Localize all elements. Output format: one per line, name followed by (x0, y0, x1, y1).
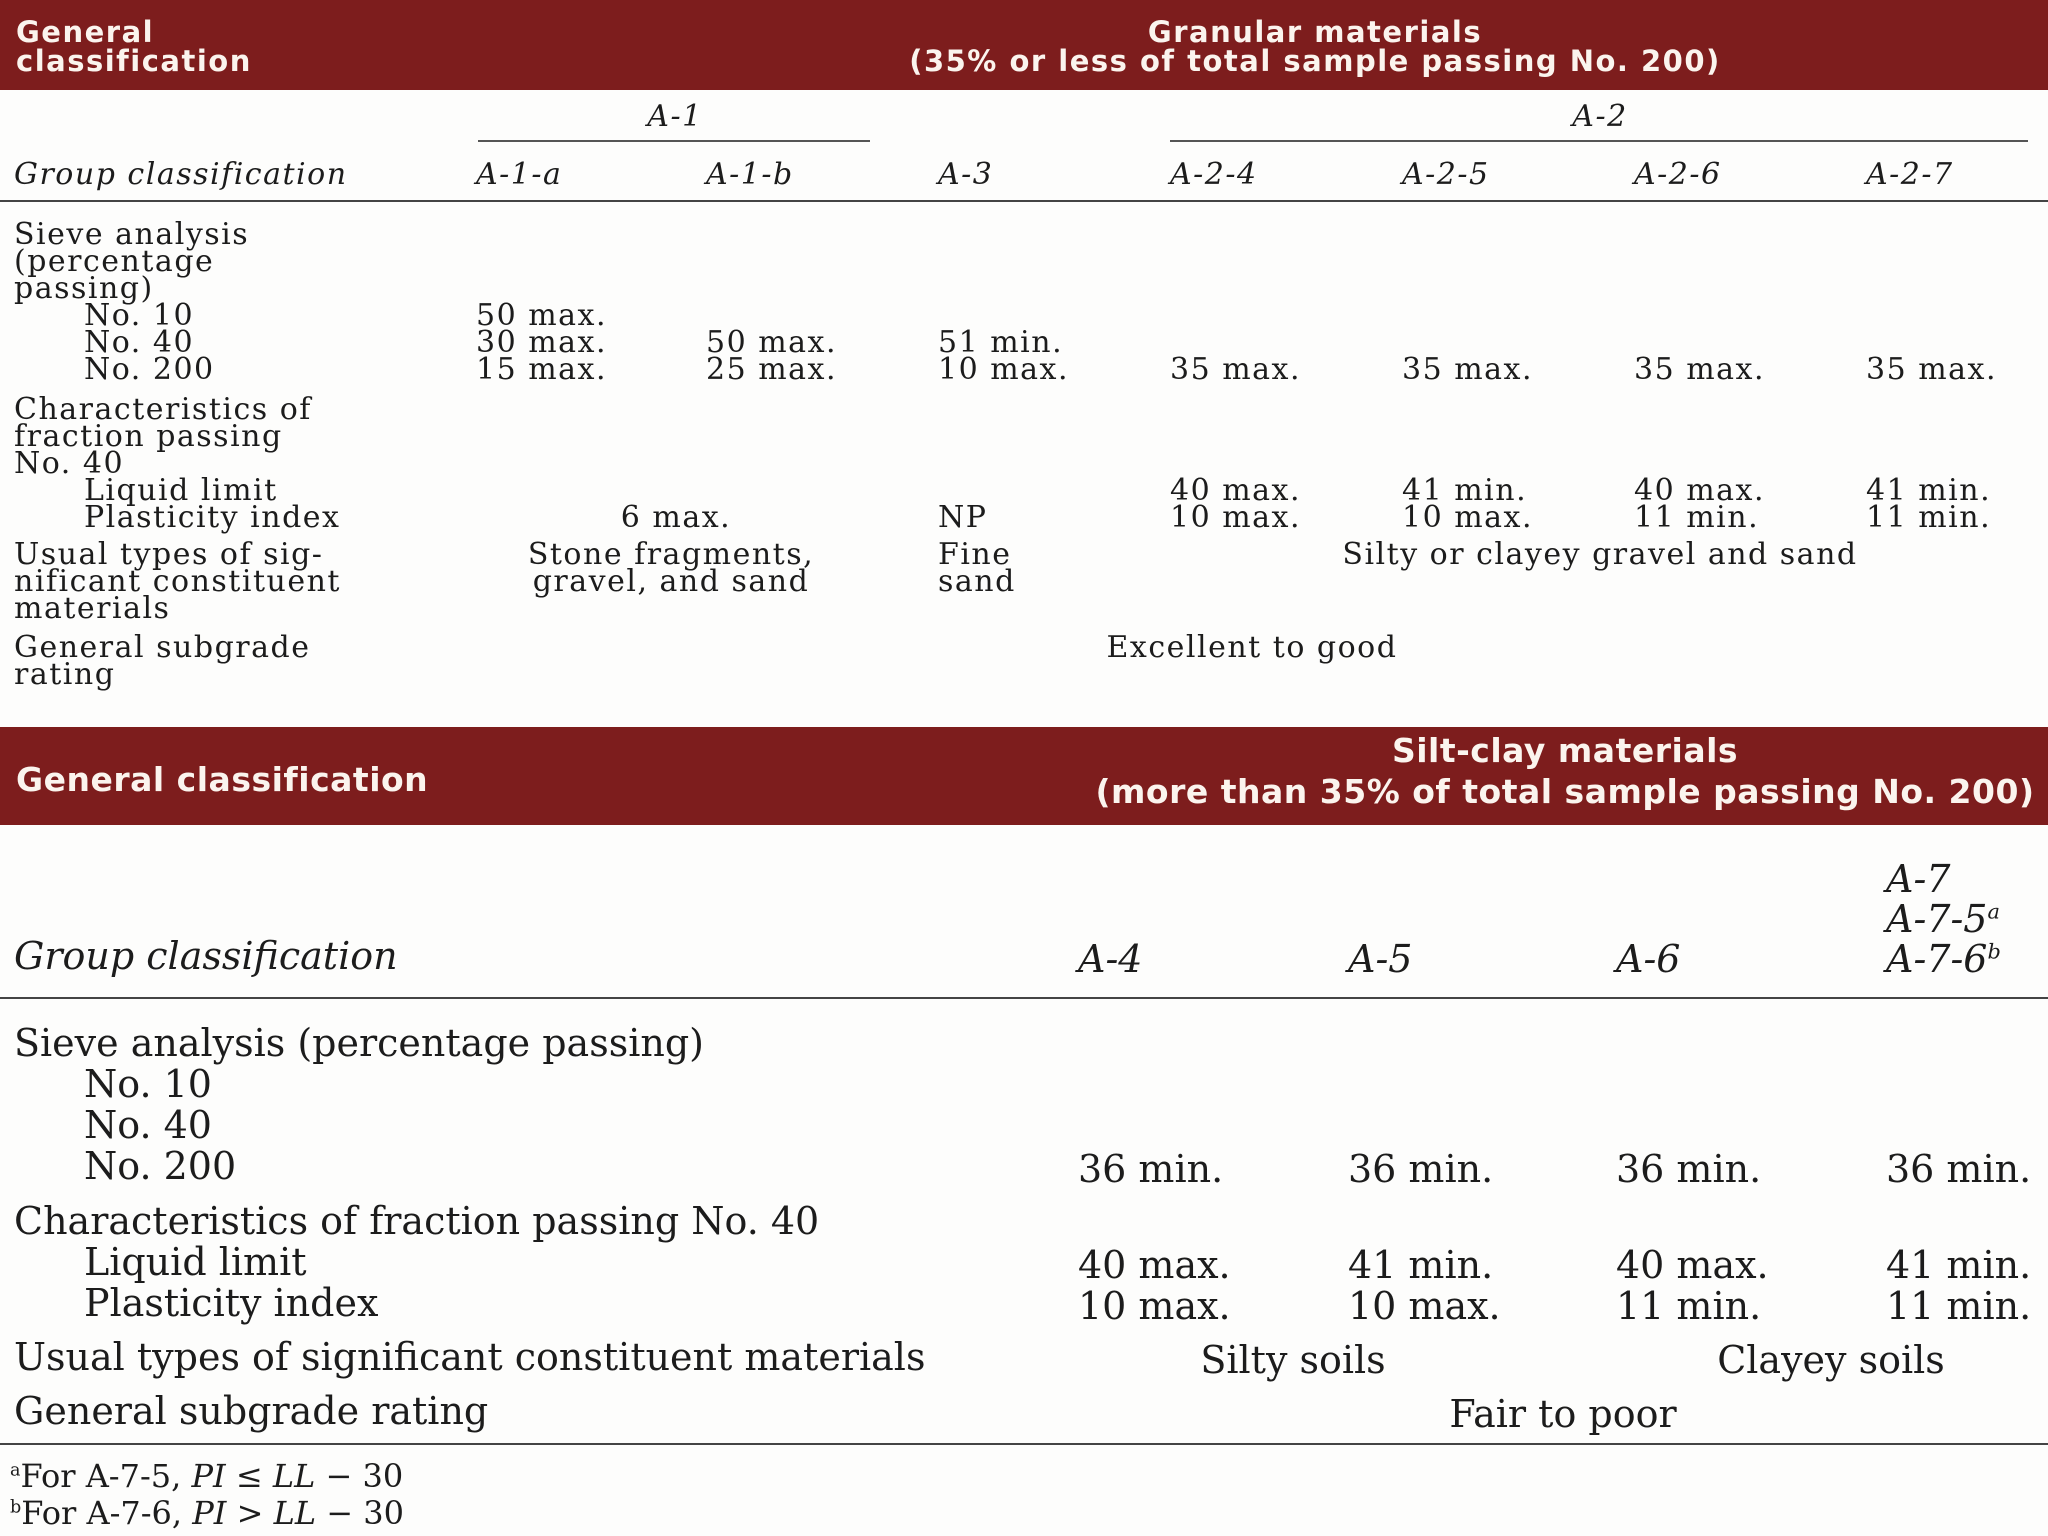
cell-value: 15 max. (476, 352, 607, 387)
footnote-text: − 30 (315, 1457, 404, 1495)
cell-value: 40 max. (1078, 1243, 1231, 1287)
footnote-relation: > (226, 1494, 274, 1532)
row-label: General subgrade (14, 630, 311, 665)
group-a1-rule (478, 140, 870, 142)
group-code: A-1-b (706, 157, 794, 192)
group-code: A-2-5 (1402, 157, 1490, 192)
group-code: A-2-6 (1634, 157, 1722, 192)
footnote-symbol: PI (191, 1457, 226, 1495)
heading-line: Granular materials (1147, 15, 1483, 49)
group-code-text: A-7-6 (1886, 937, 1988, 981)
cell-value: 36 min. (1078, 1147, 1224, 1191)
heading-line: (35% or less of total sample passing No. 200) (909, 44, 1721, 78)
cell-value: gravel, and sand (532, 564, 810, 599)
footnote-symbol: PI (192, 1494, 227, 1532)
footnote-mark: a (10, 1460, 21, 1481)
cell-value: sand (938, 564, 1016, 599)
footnote-mark: b (1987, 939, 2001, 964)
footnote-text: For A-7-6, (21, 1494, 193, 1532)
cell-value: 10 max. (1078, 1284, 1231, 1328)
row-sublabel: No. 200 (84, 352, 215, 387)
cell-value: 35 max. (1866, 352, 1997, 387)
cell-value: 30 max. (476, 325, 607, 360)
row-label: nificant constituent (14, 564, 341, 599)
row-sublabel: Liquid limit (84, 1240, 307, 1284)
group-a2-rule (1170, 140, 2028, 142)
group-a1-label: A-1 (647, 99, 703, 134)
cell-value: 36 min. (1886, 1147, 2032, 1191)
cell-value: Silty or clayey gravel and sand (1342, 537, 1858, 572)
row-label: rating (14, 657, 116, 692)
row-sublabel: Plasticity index (84, 500, 341, 535)
cell-value: Stone fragments, (527, 537, 815, 572)
group-code: A-2-7 (1866, 157, 1954, 192)
cell-value: 40 max. (1634, 473, 1765, 508)
row-label: No. 40 (14, 446, 125, 481)
cell-value: 40 max. (1616, 1243, 1769, 1287)
footer-rule (0, 1443, 2048, 1445)
cell-value: 50 max. (476, 298, 607, 333)
heading-line: General (16, 15, 155, 49)
heading-line: (more than 35% of total sample passing No. 200) (1095, 772, 2035, 812)
cell-value: 41 min. (1348, 1243, 1494, 1287)
granular-materials-heading (780, 15, 1850, 78)
cell-value: 11 min. (1616, 1284, 1762, 1328)
row-label: Usual types of sig- (14, 537, 324, 572)
group-code: A-4 (1078, 937, 1143, 981)
footnote-symbol: LL (273, 1494, 317, 1532)
cell-value: Fair to poor (1449, 1392, 1677, 1436)
row-sublabel: No. 10 (84, 1062, 212, 1106)
cell-value: 35 max. (1402, 352, 1533, 387)
cell-value: 6 max. (620, 500, 732, 535)
cell-value: 35 max. (1170, 352, 1301, 387)
group-code: A-6 (1616, 937, 1681, 981)
heading-line: classification (16, 44, 252, 78)
cell-value: 10 max. (1402, 500, 1533, 535)
footnote-symbol: LL (272, 1457, 316, 1495)
row-label: materials (14, 591, 171, 626)
group-code: A-2-4 (1170, 157, 1258, 192)
cell-value: 25 max. (706, 352, 837, 387)
cell-value: 41 min. (1402, 473, 1528, 508)
cell-value: 11 min. (1634, 500, 1760, 535)
group-classification-label: Group classification (14, 157, 348, 192)
cell-value: 11 min. (1866, 500, 1992, 535)
footnote (10, 1457, 404, 1495)
cell-value: 40 max. (1170, 473, 1301, 508)
row-label: (percentage (14, 244, 215, 279)
cell-value: Clayey soils (1717, 1338, 1945, 1382)
row-sublabel: Plasticity index (84, 1281, 379, 1325)
cell-value: 10 max. (1170, 500, 1301, 535)
group-code: A-5 (1348, 937, 1413, 981)
silt-clay-header-bar (0, 727, 2048, 825)
group-code (1886, 897, 2000, 941)
cell-value: Excellent to good (1106, 630, 1398, 665)
cell-value: 36 min. (1348, 1147, 1494, 1191)
row-label: passing) (14, 271, 154, 306)
footnote-mark: a (1987, 899, 2000, 924)
silt-clay-materials-heading (1060, 730, 2048, 813)
row-label: General subgrade rating (14, 1389, 489, 1433)
general-classification-heading (16, 15, 252, 78)
group-classification-label: Group classification (14, 934, 398, 978)
cell-value: 41 min. (1866, 473, 1992, 508)
cell-value: NP (938, 500, 988, 535)
row-label: fraction passing (14, 419, 283, 454)
cell-value: 11 min. (1886, 1284, 2032, 1328)
group-code: A-3 (938, 157, 994, 192)
row-sublabel: No. 40 (84, 325, 195, 360)
cell-value: 50 max. (706, 325, 837, 360)
cell-value: 51 min. (938, 325, 1064, 360)
header-rule (0, 997, 2048, 999)
general-classification-heading: General classification (16, 760, 429, 799)
row-sublabel: No. 200 (84, 1144, 237, 1188)
row-sublabel: No. 10 (84, 298, 195, 333)
group-code: A-1-a (476, 157, 563, 192)
footnote-text: For A-7-5, (20, 1457, 192, 1495)
row-sublabel: No. 40 (84, 1103, 212, 1147)
row-label: Sieve analysis (14, 217, 250, 252)
cell-value: Silty soils (1200, 1338, 1386, 1382)
granular-header-bar (0, 0, 2048, 90)
footnote (10, 1494, 404, 1532)
cell-value: 36 min. (1616, 1147, 1762, 1191)
group-code: A-7 (1886, 857, 1951, 901)
row-sublabel: Liquid limit (84, 473, 278, 508)
heading-line: Silt-clay materials (1391, 731, 1739, 770)
header-rule (0, 200, 2048, 202)
row-label: Sieve analysis (percentage passing) (14, 1021, 704, 1065)
row-label: Characteristics of (14, 392, 312, 427)
cell-value: 41 min. (1886, 1243, 2032, 1287)
group-code (1886, 937, 2001, 981)
footnote-mark: b (10, 1497, 22, 1518)
footnote-relation: ≤ (225, 1457, 273, 1495)
cell-value: 35 max. (1634, 352, 1765, 387)
cell-value: Fine (938, 537, 1012, 572)
row-label: Usual types of significant constituent materials (14, 1335, 926, 1379)
group-a2-label: A-2 (1572, 99, 1628, 134)
group-code-text: A-7-5 (1886, 897, 1988, 941)
row-label: Characteristics of fraction passing No. 40 (14, 1199, 820, 1243)
footnote-text: − 30 (316, 1494, 404, 1532)
cell-value: 10 max. (938, 352, 1069, 387)
cell-value: 10 max. (1348, 1284, 1501, 1328)
